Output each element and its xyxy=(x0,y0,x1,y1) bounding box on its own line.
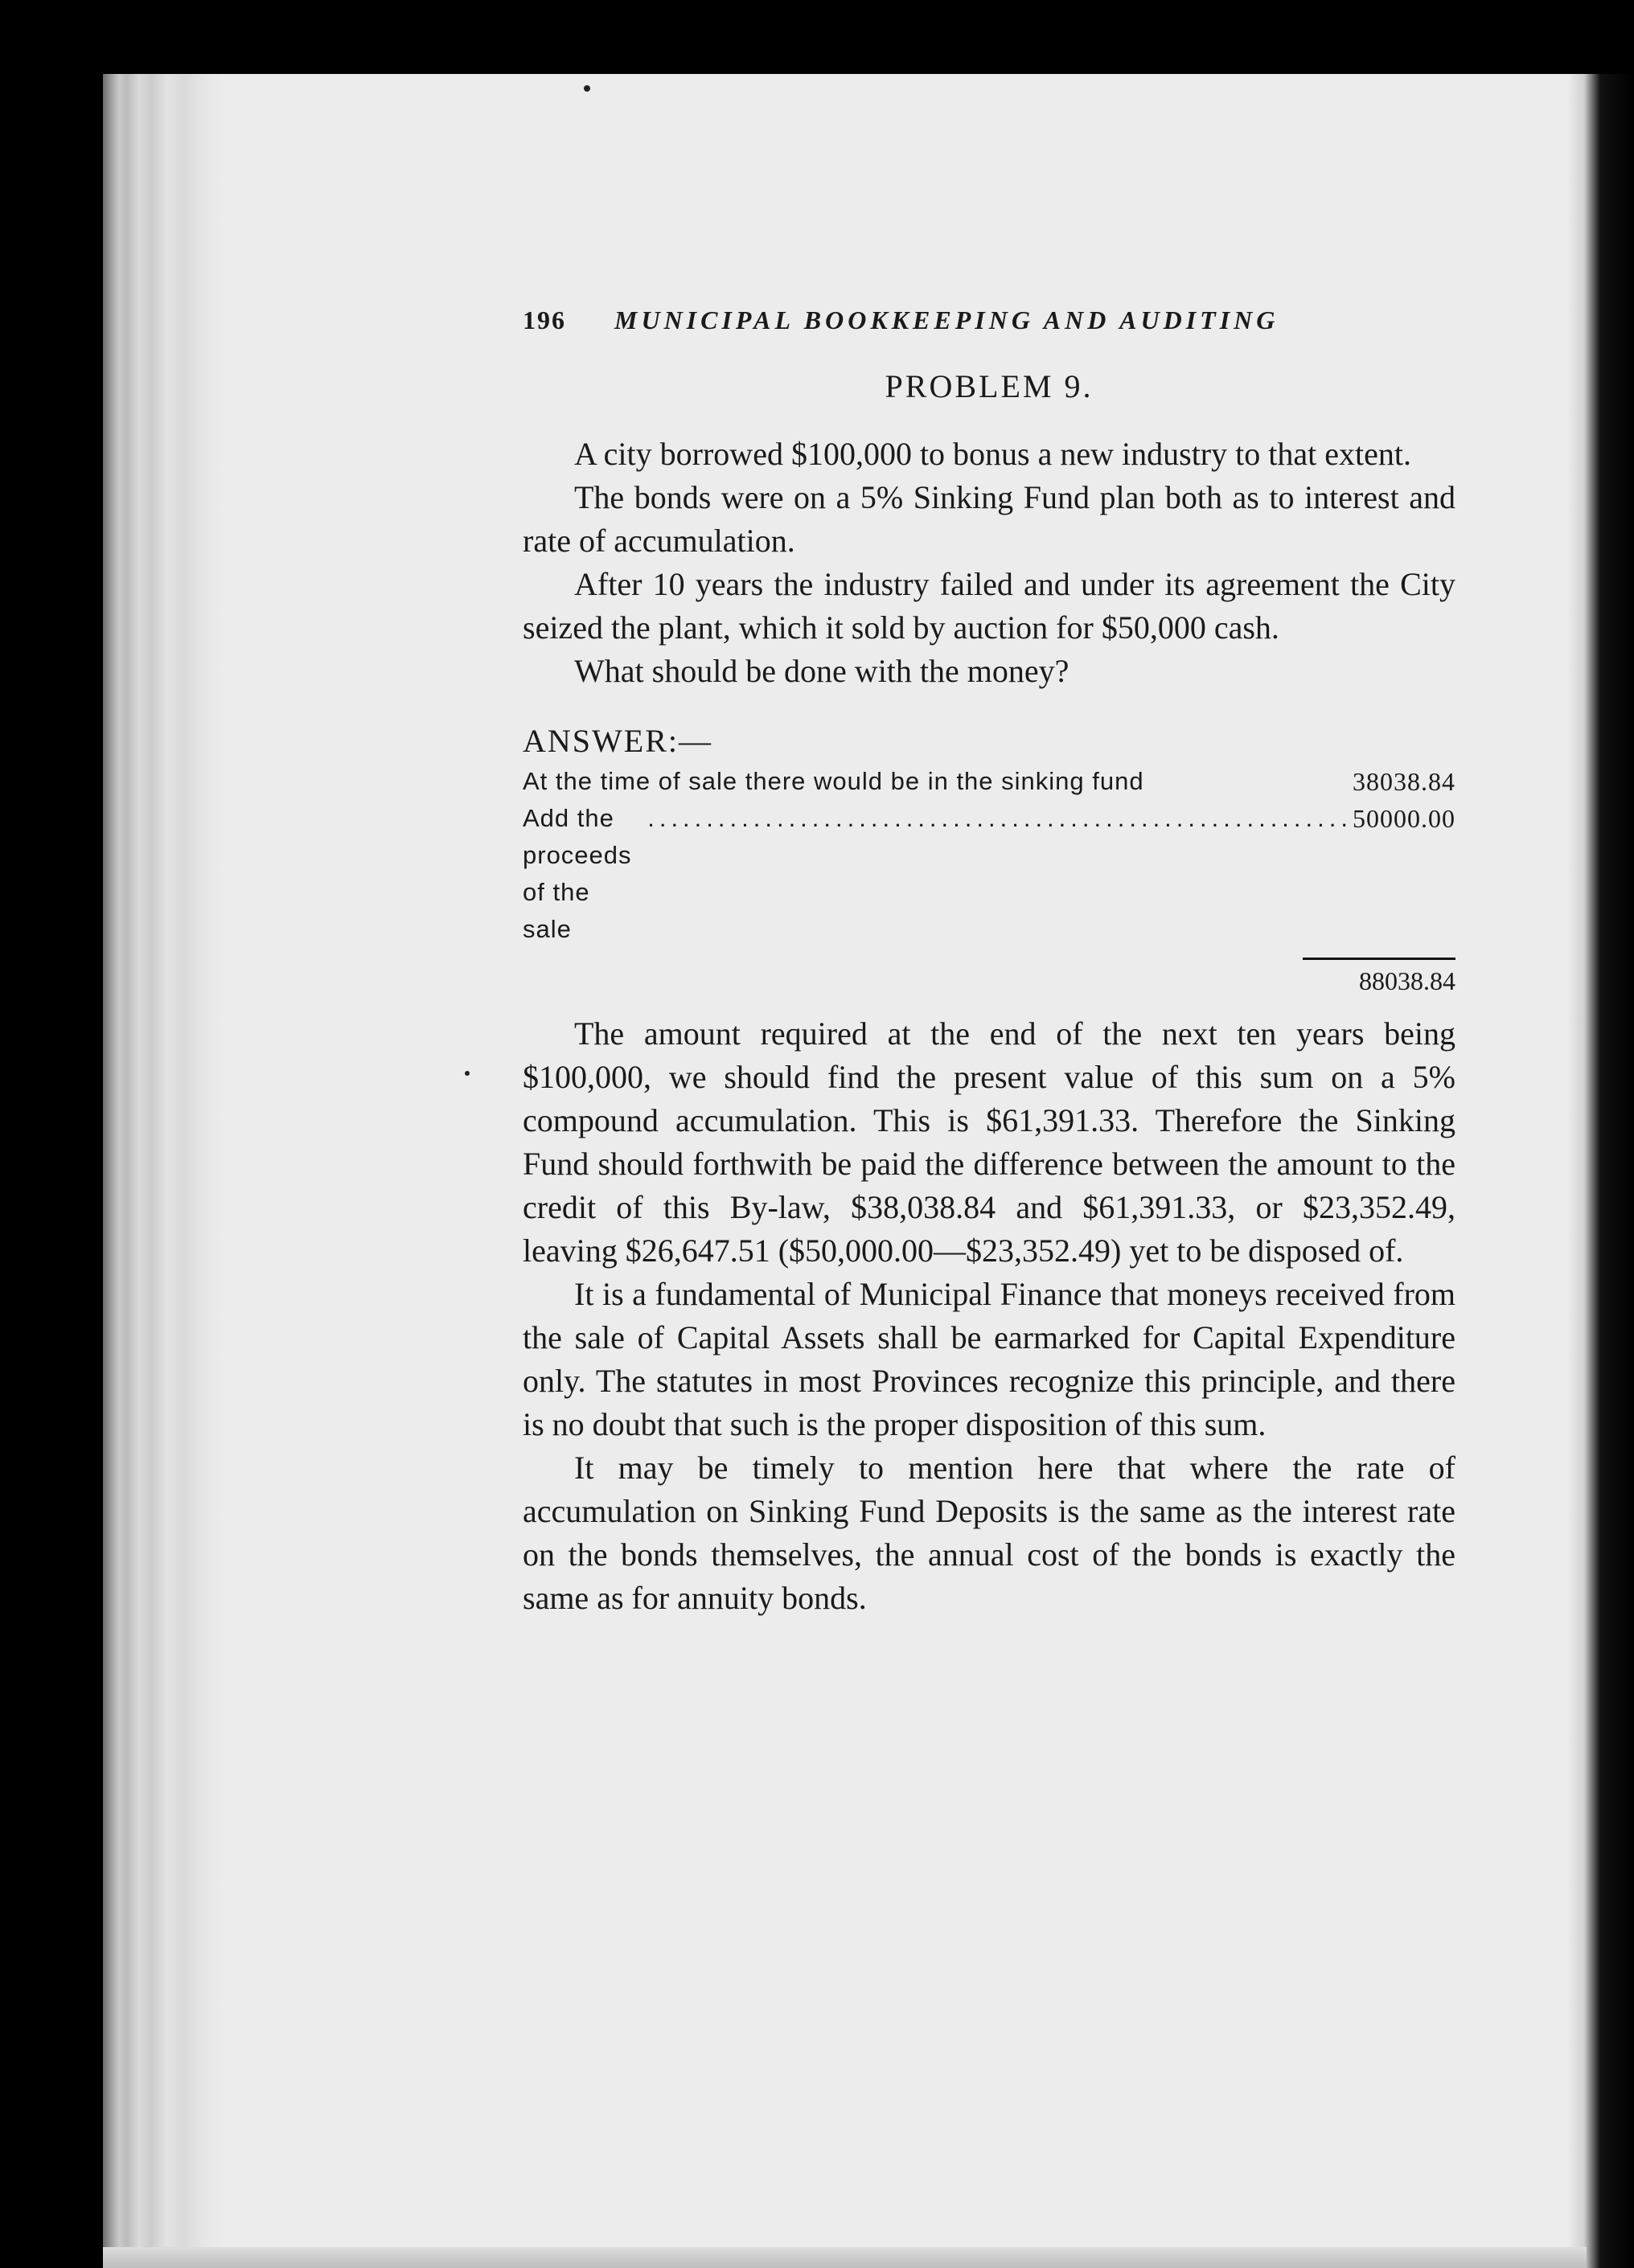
page-content xyxy=(523,306,1455,1620)
running-head xyxy=(523,306,1455,335)
answer-row-label: At the time of sale there would be in the sinking fund xyxy=(523,767,1144,795)
page-edge-right xyxy=(1568,74,1634,2268)
page-number: 196 xyxy=(523,306,566,334)
answer-row-amount: 38038.84 xyxy=(1353,767,1455,796)
answer-paragraph: It may be timely to mention here that where the rate of accumulation on Sinking Fund Deposits is the same as the interest rate on the bonds themselves, the annual cost of the bonds is exactly the same as for annuity bonds. xyxy=(523,1450,1455,1616)
total-rule xyxy=(1303,958,1455,960)
answer-row xyxy=(523,800,1455,948)
running-title: MUNICIPAL BOOKKEEPING AND AUDITING xyxy=(614,306,1279,334)
answer-paragraph: The amount required at the end of the next ten years being $100,000, we should find the present value of this sum on a 5% compound accumulation. This is $61,391.33. Therefore the Sinking Fund should forthwith be paid the difference between the amount to the credit of this By-law, $38,038.84 and $61,391.33, or $23,352.49, leaving $26,647.51 ($50,000.00—$23,352.49) yet to be disposed of. xyxy=(523,1015,1455,1269)
question-paragraph: What should be done with the money? xyxy=(574,653,1069,689)
answer-paragraph: It is a fundamental of Municipal Finance that moneys received from the sale of Capital Assets shall be earmarked for Capital Expenditure only. The statutes in most Provinces recognize this principle, and there is no doubt that such is the proper disposition of this sum. xyxy=(523,1276,1455,1442)
answer-text xyxy=(523,1012,1455,1620)
answer-row-amount: 50000.00 xyxy=(1353,804,1455,833)
page-edge-bottom xyxy=(103,2247,1587,2268)
leader-dots: ............................................................ xyxy=(647,804,1353,832)
problem-title: PROBLEM 9. xyxy=(885,368,1094,404)
question-paragraph: The bonds were on a 5% Sinking Fund plan both as to interest and rate of accumulation. xyxy=(523,479,1455,559)
page-stack-edge-left xyxy=(103,74,224,2268)
question-paragraph: After 10 years the industry failed and under its agreement the City seized the plant, which it sold by auction for $50,000 cash. xyxy=(523,566,1455,646)
answer-heading: ANSWER:— xyxy=(523,723,712,759)
answer-computation xyxy=(523,763,1455,996)
speck-left xyxy=(465,1071,470,1076)
answer-row xyxy=(523,763,1455,800)
answer-row-label: Add the proceeds of the sale xyxy=(523,804,632,943)
answer-total: 88038.84 xyxy=(1359,966,1455,995)
question xyxy=(523,433,1455,693)
question-paragraph: A city borrowed $100,000 to bonus a new industry to that extent. xyxy=(574,436,1411,472)
speck-top xyxy=(584,85,590,92)
